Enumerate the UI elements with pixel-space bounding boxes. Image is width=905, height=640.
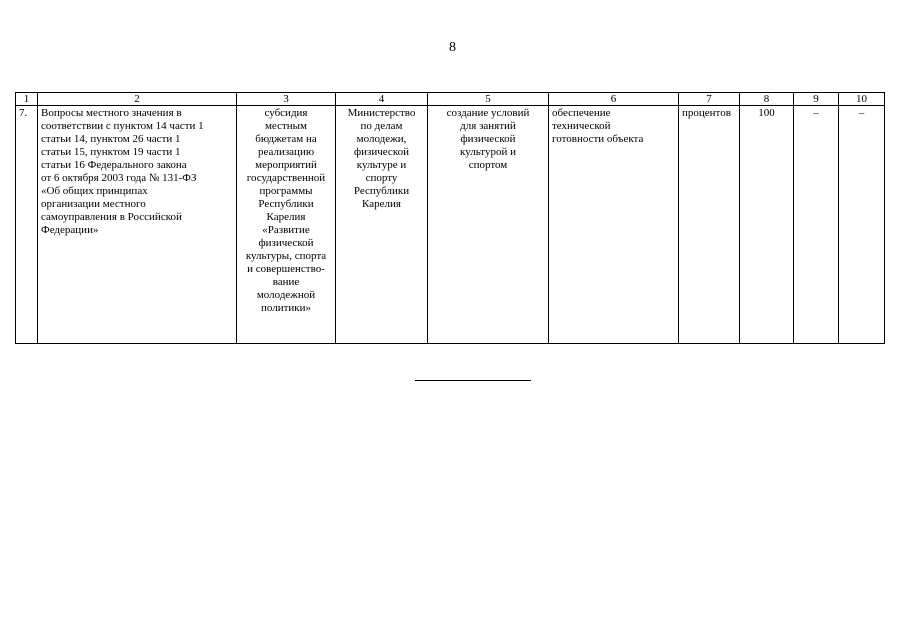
text-line: политики» <box>260 302 312 314</box>
header-row <box>16 93 885 106</box>
text-line: спорту <box>365 172 398 184</box>
header-col-8: 8 <box>740 93 794 106</box>
header-col-3: 3 <box>237 93 336 106</box>
page-number: 8 <box>449 40 456 55</box>
cell-purpose <box>428 106 549 344</box>
text-line: и совершенство- <box>247 263 325 275</box>
header-col-6: 6 <box>549 93 679 106</box>
text-line: от 6 октября 2003 года № 131-ФЗ <box>41 172 197 184</box>
header-col-2: 2 <box>38 93 237 106</box>
header-col-9: 9 <box>794 93 839 106</box>
text-line: создание условий <box>446 107 530 119</box>
text-line: молодежной <box>256 289 316 301</box>
header-col-7: 7 <box>679 93 740 106</box>
text-line: субсидия <box>264 107 308 119</box>
text-line: самоуправления в Российской <box>41 211 182 223</box>
text-line: «Развитие <box>262 224 310 236</box>
cell-unit: процентов <box>679 106 740 344</box>
text-line: для занятий <box>460 120 516 132</box>
text-line: реализацию <box>257 146 315 158</box>
text-line: Федерации» <box>41 224 99 236</box>
text-line: статьи 14, пунктом 26 части 1 <box>41 133 181 145</box>
header-col-5: 5 <box>428 93 549 106</box>
text-line: мероприятий <box>255 159 317 171</box>
cell-indicator <box>549 106 679 344</box>
text-line: Республики <box>258 198 314 210</box>
table-header <box>16 93 885 106</box>
text-line: обеспечение <box>552 107 611 119</box>
header-col-1: 1 <box>16 93 38 106</box>
text-line: Карелия <box>362 198 401 210</box>
cell-row-number: 7. <box>16 106 38 344</box>
footer-divider <box>415 380 531 381</box>
text-line: по делам <box>360 120 403 132</box>
text-line: физической <box>354 146 409 158</box>
text-line: местным <box>264 120 308 132</box>
text-line: статьи 16 Федерального закона <box>41 159 187 171</box>
header-col-4: 4 <box>336 93 428 106</box>
cell-local-issues <box>38 106 237 344</box>
text-line: государственной <box>246 172 326 184</box>
text-line: культуры, спорта <box>245 250 327 262</box>
text-line: соответствии с пунктом 14 части 1 <box>41 120 204 132</box>
document-table <box>15 92 885 344</box>
text-line: бюджетам на <box>255 133 317 145</box>
text-line: готовности объекта <box>552 133 644 145</box>
cell-value: 100 <box>740 106 794 344</box>
cell-col-9: – <box>794 106 839 344</box>
text-line: технической <box>552 120 611 132</box>
cell-col-10: – <box>839 106 885 344</box>
text-line: Вопросы местного значения в <box>41 107 182 119</box>
text-line: культуре и <box>356 159 407 171</box>
text-line: физической <box>258 237 314 249</box>
text-line: вание <box>272 276 300 288</box>
text-line: физической <box>460 133 516 145</box>
text-line: культурой и <box>460 146 516 158</box>
text-line: программы <box>259 185 313 197</box>
cell-subsidy <box>237 106 336 344</box>
header-col-10: 10 <box>839 93 885 106</box>
table-row <box>16 106 885 344</box>
text-line: Министерство <box>347 107 416 119</box>
text-line: молодежи, <box>356 133 407 145</box>
text-line: спортом <box>468 159 508 171</box>
text-line: организации местного <box>41 198 146 210</box>
text-line: Карелия <box>266 211 306 223</box>
text-line: Республики <box>353 185 410 197</box>
text-line: «Об общих принципах <box>41 185 148 197</box>
cell-ministry <box>336 106 428 344</box>
text-line: статьи 15, пунктом 19 части 1 <box>41 146 181 158</box>
